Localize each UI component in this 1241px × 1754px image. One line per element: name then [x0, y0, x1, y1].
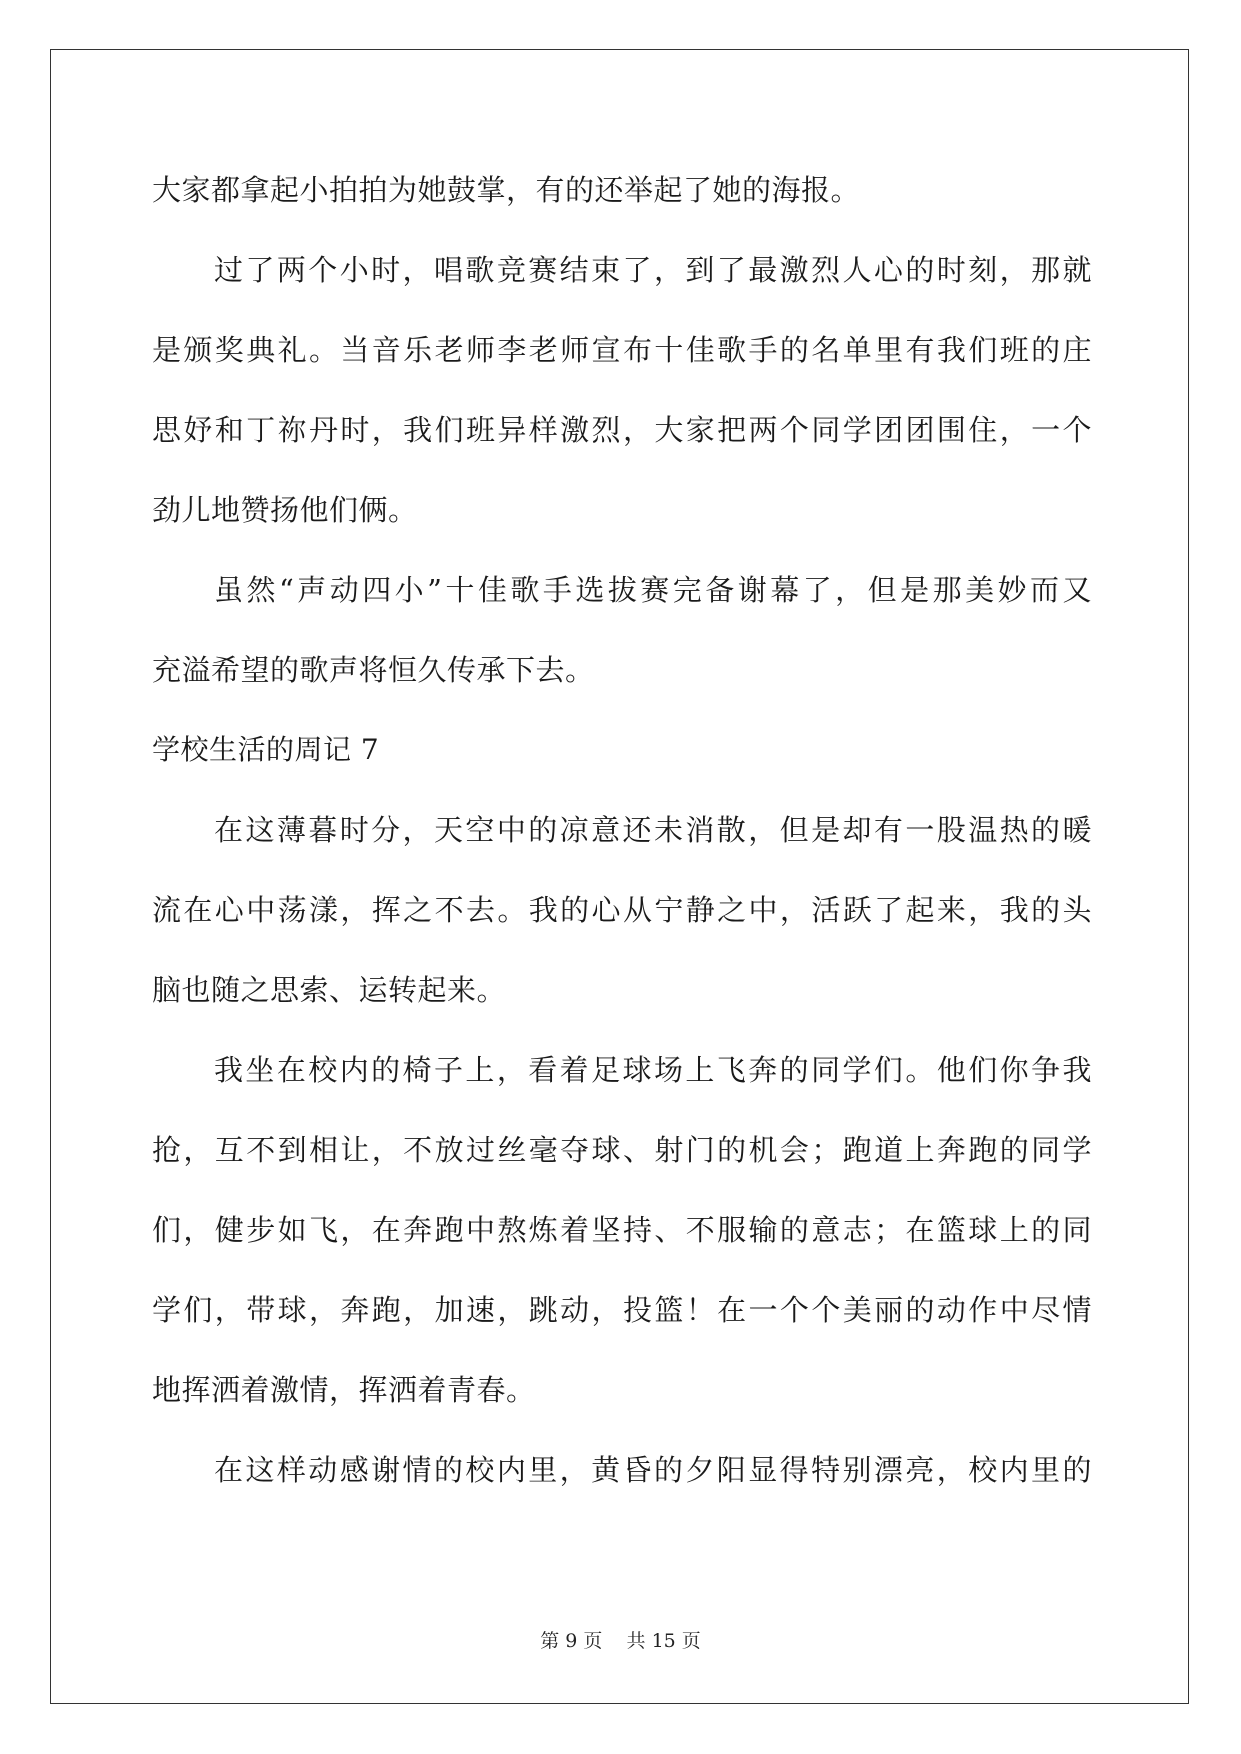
page-number: 第 9 页 共 15 页	[540, 1630, 701, 1652]
paragraph-start-line: 在这样动感谢情的校内里，黄昏的夕阳显得特别漂亮，校内里的	[214, 1453, 1092, 1487]
paragraph-start-line: 虽然“声动四小”十佳歌手选拔赛完备谢幕了，但是那美妙而又	[214, 573, 1092, 607]
document-body	[152, 164, 1092, 1524]
text-line: 流在心中荡漾，挥之不去。我的心从宁静之中，活跃了起来，我的头	[152, 893, 1092, 927]
text-line: 学们，带球，奔跑，加速，跳动，投篮！在一个个美丽的动作中尽情	[152, 1293, 1092, 1327]
text-line: 地挥洒着激情，挥洒着青春。	[152, 1373, 536, 1407]
text-line: 充溢希望的歌声将恒久传承下去。	[152, 653, 595, 687]
paragraph-start-line: 过了两个小时，唱歌竞赛结束了，到了最激烈人心的时刻，那就	[214, 253, 1092, 287]
text-line: 抢，互不到相让，不放过丝毫夺球、射门的机会；跑道上奔跑的同学	[152, 1133, 1092, 1167]
text-line: 脑也随之思索、运转起来。	[152, 973, 507, 1007]
text-line: 是颁奖典礼。当音乐老师李老师宣布十佳歌手的名单里有我们班的庄	[152, 333, 1092, 367]
paragraph-start-line: 在这薄暮时分，天空中的凉意还未消散，但是却有一股温热的暖	[214, 813, 1092, 847]
text-line: 大家都拿起小拍拍为她鼓掌，有的还举起了她的海报。	[152, 173, 861, 207]
text-line: 们，健步如飞，在奔跑中熬炼着坚持、不服输的意志；在篮球上的同	[152, 1213, 1092, 1247]
text-line: 思妤和丁祢丹时，我们班异样激烈，大家把两个同学团团围住，一个	[152, 413, 1092, 447]
text-line: 劲儿地赞扬他们俩。	[152, 493, 418, 527]
paragraph-start-line: 我坐在校内的椅子上，看着足球场上飞奔的同学们。他们你争我	[214, 1053, 1092, 1087]
section-heading: 学校生活的周记 7	[152, 733, 380, 766]
